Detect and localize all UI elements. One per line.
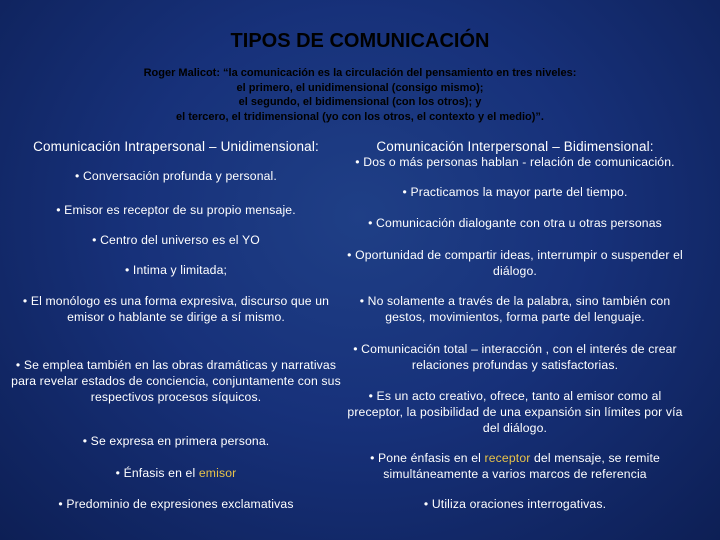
- list-item: • Predominio de expresiones exclamativas: [58, 497, 294, 511]
- interpersonal-column: [345, 136, 685, 520]
- emphasis-highlight: emisor: [198, 466, 237, 480]
- emphasis-suffix: del mensaje, se remite simultáneamente a varios marcos de referencia: [383, 451, 660, 481]
- list-item-emphasis-emisor: [10, 465, 342, 481]
- intrapersonal-heading: Comunicación Intrapersonal – Unidimensional:: [33, 139, 319, 154]
- list-item: • Practicamos la mayor parte del tiempo.: [402, 185, 628, 199]
- list-item: • El monólogo es una forma expresiva, discurso que un emisor o hablante se dirige a sí mismo.: [22, 294, 330, 324]
- emphasis-prefix: • Énfasis en el: [115, 466, 199, 480]
- list-item: • Dos o más personas hablan - relación de comunicación.: [355, 155, 675, 169]
- list-item: • Se expresa en primera persona.: [82, 434, 270, 448]
- list-item: • Utiliza oraciones interrogativas.: [423, 497, 607, 511]
- list-item: • Conversación profunda y personal.: [75, 169, 277, 183]
- list-item: • Oportunidad de compartir ideas, interrumpir o suspender el diálogo.: [347, 248, 683, 278]
- list-item: • Se emplea también en las obras dramáticas y narrativas para revelar estados de conciencia, conjuntamente con sus respectivos procesos síquicos.: [11, 358, 341, 404]
- emphasis-prefix: • Pone énfasis en el: [370, 451, 485, 465]
- list-item: • No solamente a través de la palabra, sino también con gestos, movimientos, forma parte del lenguaje.: [359, 294, 671, 324]
- intrapersonal-column: [10, 136, 342, 520]
- list-item: • Emisor es receptor de su propio mensaje.: [56, 203, 296, 217]
- list-item-emphasis-receptor: [345, 450, 685, 482]
- quote-line: el primero, el unidimensional (consigo mismo);: [236, 81, 484, 94]
- quote-line: el segundo, el bidimensional (con los otros); y: [238, 96, 482, 108]
- interpersonal-heading: Comunicación Interpersonal – Bidimensional:: [376, 139, 654, 154]
- list-item: • Comunicación total – interacción , con el interés de crear relaciones profundas y satisfactorias.: [353, 342, 677, 372]
- quote-line: el tercero, el tridimensional (yo con los otros, el contexto y el medio)”.: [176, 110, 544, 123]
- list-item: • Es un acto creativo, ofrece, tanto al emisor como al preceptor, la posibilidad de una expansión sin límites por vía del diálogo.: [347, 389, 683, 435]
- list-item: • Centro del universo es el YO: [92, 233, 260, 247]
- quote-block: [0, 66, 720, 124]
- emphasis-highlight: receptor: [484, 451, 531, 465]
- slide-title: TIPOS DE COMUNICACIÓN: [230, 30, 490, 52]
- list-item: • Comunicación dialogante con otra u otras personas: [368, 216, 662, 230]
- quote-line: Roger Malicot: “la comunicación es la circulación del pensamiento en tres niveles:: [143, 67, 577, 79]
- list-item: • Intima y limitada;: [124, 263, 228, 277]
